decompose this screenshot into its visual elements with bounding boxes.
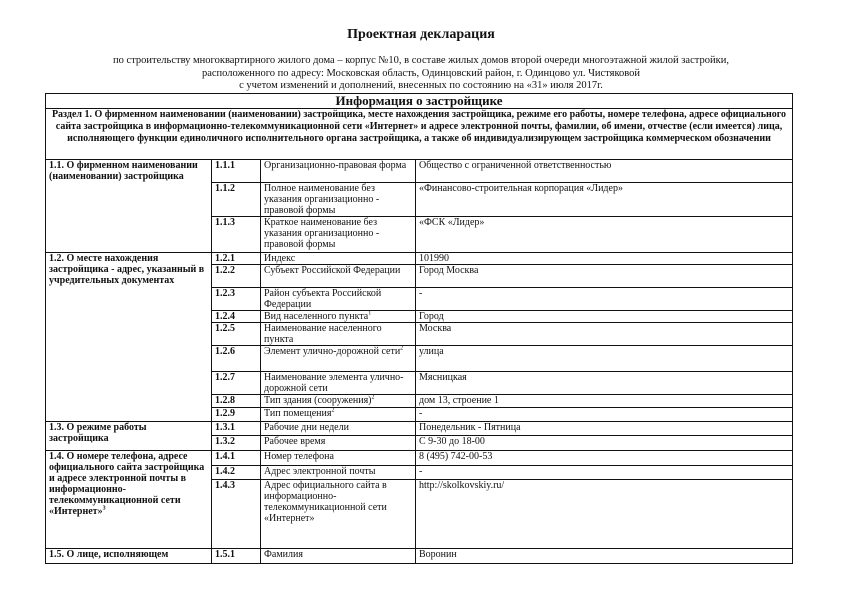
row-label [261, 436, 416, 451]
row-code: 1.2.1 [212, 253, 261, 265]
row-label [261, 480, 416, 549]
row-label-text: Адрес официального сайта в информационно-телекоммуникационной сети «Интернет» [264, 480, 387, 524]
table-row [46, 549, 793, 564]
row-code: 1.5.1 [212, 549, 261, 564]
row-code: 1.2.4 [212, 311, 261, 323]
row-label [261, 183, 416, 217]
row-code: 1.1.3 [212, 217, 261, 253]
group-title [46, 253, 212, 422]
row-code: 1.1.2 [212, 183, 261, 217]
row-label-text: Наименование населенного пункта [264, 323, 382, 345]
row-code: 1.4.3 [212, 480, 261, 549]
row-label-text: Район субъекта Российской Федерации [264, 288, 382, 310]
row-code: 1.4.1 [212, 451, 261, 466]
row-label-text: Рабочие дни недели [264, 422, 349, 433]
row-label [261, 311, 416, 323]
footnote-marker: 2 [371, 394, 375, 401]
table-row [46, 422, 793, 436]
row-value: улица [416, 346, 793, 372]
subtitle-line: по строительству многоквартирного жилого дома – корпус №10, в составе жилых домов второй очереди многоэтажной жилой застройки, [113, 55, 729, 66]
document-title: Проектная декларация [347, 27, 495, 42]
row-value: - [416, 408, 793, 422]
row-label [261, 265, 416, 288]
row-value: Понедельник - Пятница [416, 422, 793, 436]
row-label [261, 408, 416, 422]
row-label-text: Номер телефона [264, 451, 334, 462]
row-label [261, 346, 416, 372]
website-link[interactable]: http://skolkovskiy.ru/ [416, 480, 793, 549]
row-value: «ФСК «Лидер» [416, 217, 793, 253]
group-title-text: 1.1. О фирменном наименовании (наименовании) застройщика [49, 160, 198, 182]
footnote-marker: 3 [102, 505, 106, 512]
subtitle-line: расположенного по адресу: Московская область, Одинцовский район, г. Одинцово ул. Чистяковой [201, 67, 641, 79]
group-title [46, 549, 212, 564]
footnote-marker: 1 [368, 310, 372, 317]
section-title: Раздел 1. О фирменном наименовании (наименовании) застройщика, месте нахождения застройщика, режиме его работы, номере телефона, адресе официального сайта застройщика в информационно-телекоммуникационной сети «Интернет» и адресе электронной почты, фамилии, об имени, отчестве (если имеется) лица, исполняющего функции единоличного исполнительного органа застройщика, а также об индивидуализирующем застройщика коммерческом обозначении [46, 109, 793, 160]
row-code: 1.2.3 [212, 288, 261, 311]
group-title-text: 1.4. О номере телефона, адресе официального сайта застройщика и адресе электронной почты в информационно-телекоммуникационной сети «Интернет» [49, 451, 205, 517]
row-label-text: Индекс [264, 253, 296, 264]
table-row [46, 451, 793, 466]
group-title [46, 422, 212, 451]
footnote-marker: 2 [331, 407, 335, 414]
row-label-text: Адрес электронной почты [264, 466, 376, 477]
row-label [261, 217, 416, 253]
row-code: 1.2.9 [212, 408, 261, 422]
row-label-text: Полное наименование без указания организационно - правовой формы [264, 183, 380, 216]
row-code: 1.2.6 [212, 346, 261, 372]
table-header-row [46, 94, 793, 109]
row-label-text: Наименование элемента улично-дорожной сети [264, 372, 404, 394]
row-value: Город [416, 311, 793, 323]
row-code: 1.2.2 [212, 265, 261, 288]
row-value: Общество с ограниченной ответственностью [416, 160, 793, 183]
row-label [261, 323, 416, 346]
row-value: - [416, 288, 793, 311]
footnote-marker: 2 [400, 345, 404, 352]
row-code: 1.2.8 [212, 395, 261, 408]
group-title [46, 451, 212, 549]
row-code: 1.3.2 [212, 436, 261, 451]
row-value: дом 13, строение 1 [416, 395, 793, 408]
row-label-text: Фамилия [264, 549, 303, 560]
row-label [261, 288, 416, 311]
row-label [261, 422, 416, 436]
row-value: 8 (495) 742-00-53 [416, 451, 793, 466]
row-label-text: Вид населенного пункта [264, 311, 369, 322]
group-title-text: 1.5. О лице, исполняющем [49, 549, 169, 560]
document-subtitle [0, 55, 842, 93]
row-value: 101990 [416, 253, 793, 265]
row-label [261, 395, 416, 408]
row-code: 1.3.1 [212, 422, 261, 436]
row-value: С 9-30 до 18-00 [416, 436, 793, 451]
developer-info-table [45, 93, 793, 564]
table-row [46, 160, 793, 183]
row-label [261, 372, 416, 395]
row-label-text: Организационно-правовая форма [264, 160, 407, 171]
row-label [261, 160, 416, 183]
row-label-text: Элемент улично-дорожной сети [264, 346, 401, 357]
subtitle-line: с учетом изменений и дополнений, внесенных по состоянию на «31» июля 2017г. [239, 80, 603, 91]
table-header: Информация о застройщике [46, 94, 793, 109]
group-title [46, 160, 212, 253]
row-value: Воронин [416, 549, 793, 564]
row-code: 1.1.1 [212, 160, 261, 183]
section-title-row [46, 109, 793, 160]
row-value: «Финансово-строительная корпорация «Лидер» [416, 183, 793, 217]
row-label-text: Субъект Российской Федерации [264, 265, 401, 276]
row-label-text: Тип здания (сооружения) [264, 395, 372, 406]
row-value: - [416, 466, 793, 480]
row-label [261, 549, 416, 564]
row-code: 1.2.5 [212, 323, 261, 346]
row-value: Город Москва [416, 265, 793, 288]
row-code: 1.2.7 [212, 372, 261, 395]
row-label [261, 466, 416, 480]
row-label-text: Краткое наименование без указания организационно - правовой формы [264, 217, 380, 250]
group-title-text: 1.2. О месте нахождения застройщика - адрес, указанный в учредительных документах [49, 253, 205, 286]
row-value: Мясницкая [416, 372, 793, 395]
row-label [261, 451, 416, 466]
row-label-text: Тип помещения [264, 408, 332, 419]
row-label-text: Рабочее время [264, 436, 326, 447]
table-row [46, 253, 793, 265]
row-code: 1.4.2 [212, 466, 261, 480]
group-title-text: 1.3. О режиме работы застройщика [49, 422, 147, 444]
row-label [261, 253, 416, 265]
row-value: Москва [416, 323, 793, 346]
